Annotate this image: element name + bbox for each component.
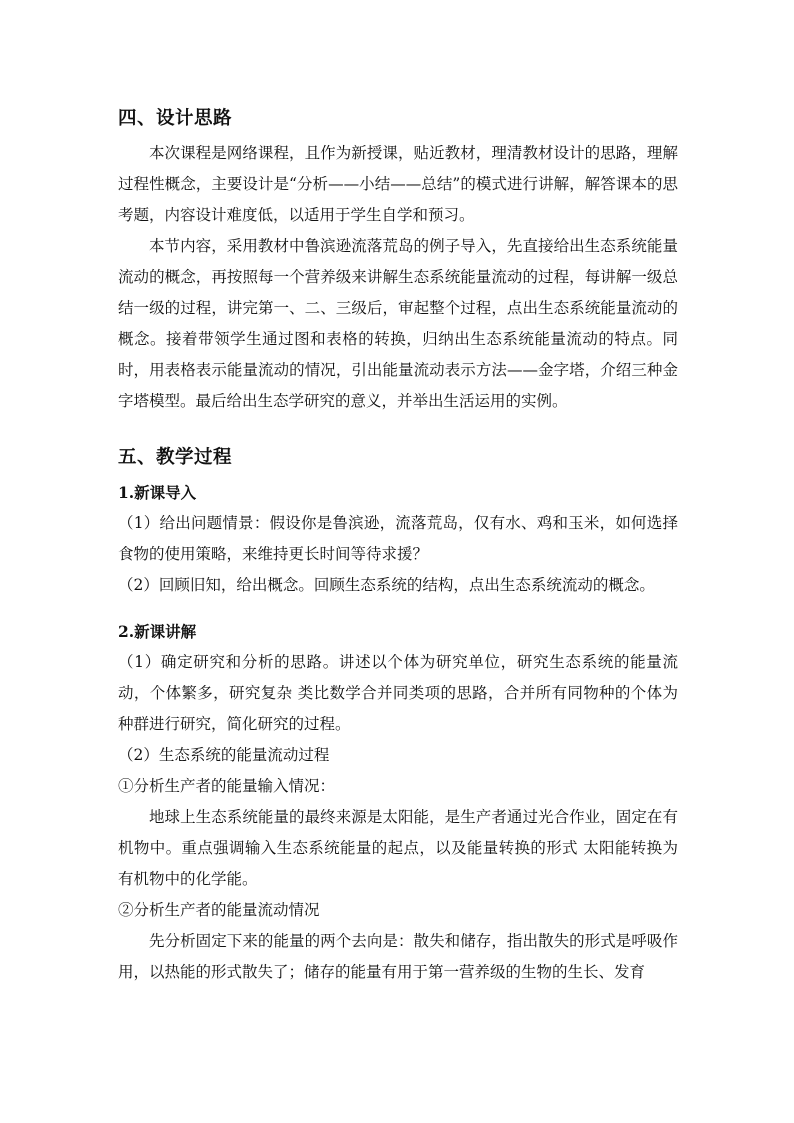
step-2-title: ②分析生产者的能量流动情况 [118,901,320,919]
explanation-item-1: （1）确定研究和分析的思路。讲述以个体为研究单位，研究生态系统的能量流动，个体繁多，研究复杂 类比数学合并同类项的思路，合并所有同物种的个体为种群进行研究，简化研究的过程。 [118,653,678,733]
intro-item-1: （1）给出问题情景：假设你是鲁滨逊，流落荒岛，仅有水、鸡和玉米，如何选择食物的使用策略，来维持更长时间等待求援？ [118,514,678,563]
step-1-text: 地球上生态系统能量的最终来源是太阳能，是生产者通过光合作业，固定在有机物中。重点强调输入生态系统能量的起点，以及能量转换的形式 太阳能转换为有机物中的化学能。 [118,808,678,888]
design-paragraph-2: 本节内容，采用教材中鲁滨逊流落荒岛的例子导入，先直接给出生态系统能量流动的概念，再按照每一个营养级来讲解生态系统能量流动的过程，每讲解一级总结一级的过程，讲完第一、二、三级后，审起整个过程，点出生态系统能量流动的概念。接着带领学生通过图和表格的转换，归纳出生态系统能量流动的特点。同时，用表格表示能量流动的情况，引出能量流动表示方法——金字塔，介绍三种金字塔模型。最后给出生态学研究的意义，并举出生活运用的实例。 [118,237,678,410]
explanation-item-2: （2）生态系统的能量流动过程 [118,746,330,764]
step-1-title: ①分析生产者的能量输入情况： [118,777,336,795]
section-heading-design-approach: 四、设计思路 [118,108,233,129]
intro-item-2: （2）回顾旧知，给出概念。回顾生态系统的结构，点出生态系统流动的概念。 [118,576,655,594]
subheading-new-lesson-explanation: 2.新课讲解 [118,622,197,641]
design-paragraph-1: 本次课程是网络课程，且作为新授课，贴近教材，理清教材设计的思路，理解过程性概念，主要设计是“分析——小结——总结”的模式进行讲解，解答课本的思考题，内容设计难度低，以适用于学生自学和预习。 [118,144,678,224]
step-2-text: 先分析固定下来的能量的两个去向是：散失和储存，指出散失的形式是呼吸作用，以热能的形式散失了；储存的能量有用于第一营养级的生物的生长、发育 [118,932,678,981]
section-heading-teaching-process: 五、教学过程 [118,447,233,468]
subheading-new-lesson-intro: 1.新课导入 [118,483,197,502]
document-body [118,104,678,988]
